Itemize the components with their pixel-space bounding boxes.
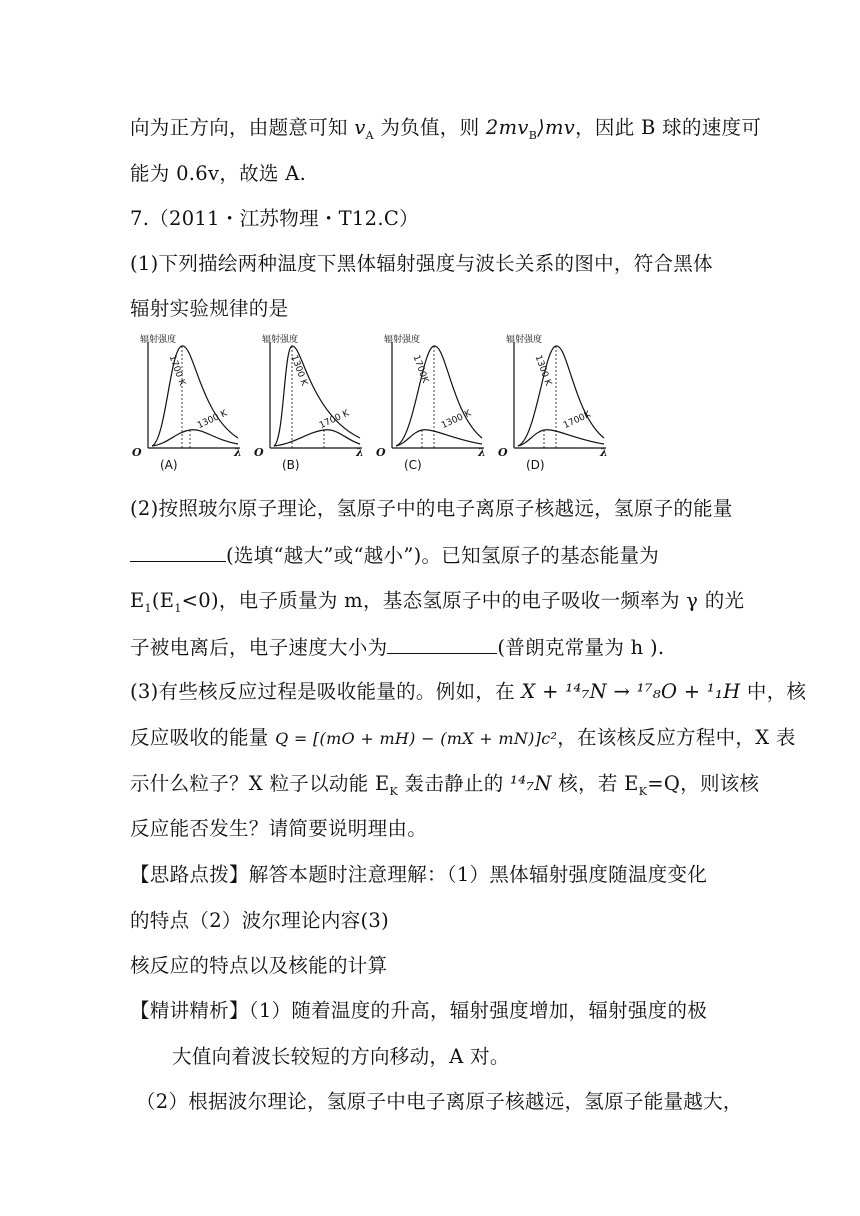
text-line-19: （2）根据波尔理论，氢原子中电子离原子核越远，氢原子能量越大， xyxy=(136,1090,743,1113)
figure-caption: (C) xyxy=(404,458,422,472)
text-line-10: (3)有些核反应过程是吸收能量的。例如，在 X + ¹⁴₇N → ¹⁷₈O + ¹₁H 中，核 xyxy=(130,680,807,703)
text-line-18: 大值向着波长较短的方向移动，A 对。 xyxy=(172,1045,510,1068)
question-number: 7.（2011・江苏物理・T12.C） xyxy=(130,207,419,230)
curve-label-high: 1300 K xyxy=(532,354,553,388)
text-line-11: 反应吸收的能量 Q = [(mO + mH) − (mX + mN)]c²，在该核反应方程中，X 表 xyxy=(130,726,796,749)
figure-caption: (B) xyxy=(282,458,300,472)
text-line-5: 辐射实验规律的是 xyxy=(130,297,289,320)
figure-caption: (A) xyxy=(160,458,178,472)
curve-label-high: 1700 K xyxy=(166,354,187,388)
x-axis-label: λ xyxy=(234,446,242,459)
text-line-13: 反应能否发生？请简要说明理由。 xyxy=(130,817,428,840)
origin-label: O xyxy=(376,446,386,459)
text-line-15: 的特点（2）波尔理论内容(3) xyxy=(130,909,390,932)
origin-label: O xyxy=(254,446,264,459)
text-line-12: 示什么粒子？X 粒子以动能 $E_K$ 轰击静止的 ¹⁴₇N 核，若 $E_K=Q$，则该核 xyxy=(130,772,760,798)
text-line-14: 【思路点拨】解答本题时注意理解：（1）黑体辐射强度随温度变化 xyxy=(130,863,708,886)
x-axis-label: λ xyxy=(356,446,364,459)
text-line-7: (选填“越大”或“越小”)。已知氢原子的基态能量为 xyxy=(130,541,730,570)
text-line-17: 【精讲精析】（1）随着温度的升高，辐射强度增加，辐射强度的极 xyxy=(130,999,708,1022)
figure-c xyxy=(374,328,486,478)
curve-label-low: 1700K xyxy=(562,409,593,432)
x-axis-label: λ xyxy=(478,446,486,459)
curve-label-low: 1300 K xyxy=(196,408,229,432)
y-axis-label: 辐射强度 xyxy=(262,335,299,345)
figure-a xyxy=(130,328,242,478)
y-axis-label: 辐射强度 xyxy=(384,335,421,345)
curve-label-high: 1300 K xyxy=(288,354,309,388)
answer-blank-2[interactable] xyxy=(387,633,497,654)
text-line-16: 核反应的特点以及核能的计算 xyxy=(130,954,388,977)
answer-blank-1[interactable] xyxy=(130,541,226,562)
text-line-1: 向为正方向，由题意可知 $v_A$ 为负值，则 $2mv_B⟩mv$，因此 B 球的速度可 xyxy=(130,116,762,142)
figure-d xyxy=(496,328,608,478)
origin-label: O xyxy=(498,446,508,459)
y-axis-label: 辐射强度 xyxy=(140,335,177,345)
curve-label-high: 1700K xyxy=(410,354,430,385)
text-line-8: $E_1(E_1<0)$，电子质量为 m，基态氢原子中的电子吸收一频率为 γ 的光 xyxy=(130,589,745,615)
text-line-2: 能为 0.6v，故选 A. xyxy=(130,162,307,185)
figure-caption: (D) xyxy=(526,458,545,472)
text-line-6: (2)按照玻尔原子理论，氢原子中的电子离原子核越远，氢原子的能量 xyxy=(130,497,733,520)
text-line-4: (1)下列描绘两种温度下黑体辐射强度与波长关系的图中，符合黑体 xyxy=(130,252,713,275)
text-line-9: 子被电离后，电子速度大小为 (普朗克常量为 h ). xyxy=(130,633,730,662)
figure-b xyxy=(252,328,364,478)
y-axis-label: 辐射强度 xyxy=(506,335,543,345)
curve-label-low: 1700 K xyxy=(318,408,351,432)
blackbody-figures xyxy=(130,328,610,478)
origin-label: O xyxy=(132,446,142,459)
curve-label-low: 1300 K xyxy=(440,408,473,432)
x-axis-label: λ xyxy=(600,446,608,459)
